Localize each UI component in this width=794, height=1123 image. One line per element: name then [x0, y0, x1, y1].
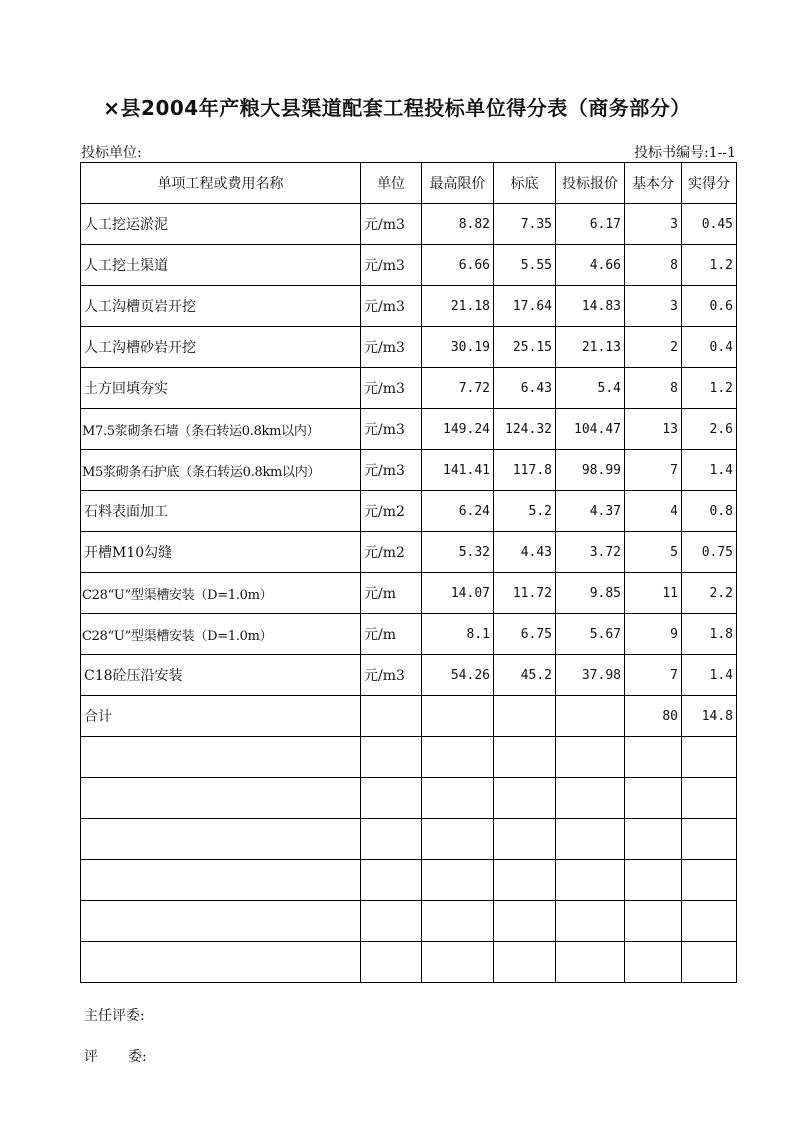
bid-price-cell: 4.66: [556, 245, 625, 286]
blank-row: [81, 778, 737, 819]
unit-cell: 元/m: [361, 614, 422, 655]
empty-cell: [361, 942, 422, 983]
empty-cell: [556, 737, 625, 778]
empty-cell: [682, 901, 737, 942]
empty-cell: [556, 901, 625, 942]
unit-cell: 元/m3: [361, 450, 422, 491]
empty-cell: [422, 942, 494, 983]
bid-price-cell: 5.67: [556, 614, 625, 655]
basic-score-cell: 11: [625, 573, 682, 614]
table-row: [81, 286, 737, 327]
empty-cell: [682, 778, 737, 819]
table-row: [81, 655, 737, 696]
bid-price-cell: 104.47: [556, 409, 625, 450]
unit-cell: 元/m: [361, 573, 422, 614]
basic-score-cell: 7: [625, 655, 682, 696]
actual-score-cell: 2.2: [682, 573, 737, 614]
basic-score-cell: 3: [625, 286, 682, 327]
chief-judge-label: 主任评委:: [84, 1008, 145, 1024]
unit-cell: 元/m3: [361, 327, 422, 368]
bid-price-cell: 4.37: [556, 491, 625, 532]
max-price-cell: 6.24: [422, 491, 494, 532]
empty-cell: [422, 696, 494, 737]
unit-cell: 元/m2: [361, 532, 422, 573]
empty-cell: [556, 860, 625, 901]
empty-cell: [422, 737, 494, 778]
empty-cell: [81, 737, 361, 778]
item-name-cell: 人工沟槽页岩开挖: [81, 286, 361, 327]
empty-cell: [494, 942, 556, 983]
item-name-cell: 开槽M10勾缝: [81, 532, 361, 573]
max-price-cell: 8.82: [422, 204, 494, 245]
total-basic-score-cell: 80: [625, 696, 682, 737]
empty-cell: [625, 860, 682, 901]
item-name-cell: 人工挖运淤泥: [81, 204, 361, 245]
unit-cell: 元/m2: [361, 491, 422, 532]
empty-cell: [361, 778, 422, 819]
max-price-cell: 8.1: [422, 614, 494, 655]
max-price-cell: 21.18: [422, 286, 494, 327]
table-header-row: [81, 163, 737, 204]
basic-score-cell: 3: [625, 204, 682, 245]
empty-cell: [81, 860, 361, 901]
table-row: [81, 532, 737, 573]
header-item-name: 单项工程或费用名称: [81, 163, 361, 204]
bid-price-cell: 6.17: [556, 204, 625, 245]
empty-cell: [361, 819, 422, 860]
bid-price-cell: 3.72: [556, 532, 625, 573]
unit-cell: 元/m3: [361, 368, 422, 409]
bid-price-cell: 37.98: [556, 655, 625, 696]
item-name-cell: C18砼压沿安装: [81, 655, 361, 696]
blank-row: [81, 737, 737, 778]
base-price-cell: 6.75: [494, 614, 556, 655]
total-actual-score-cell: 14.8: [682, 696, 737, 737]
actual-score-cell: 1.4: [682, 450, 737, 491]
empty-cell: [494, 860, 556, 901]
basic-score-cell: 7: [625, 450, 682, 491]
empty-cell: [625, 901, 682, 942]
total-row: [81, 696, 737, 737]
base-price-cell: 25.15: [494, 327, 556, 368]
basic-score-cell: 8: [625, 245, 682, 286]
empty-cell: [625, 737, 682, 778]
max-price-cell: 149.24: [422, 409, 494, 450]
judge-label-first: 评: [84, 1049, 98, 1065]
unit-cell: 元/m3: [361, 286, 422, 327]
basic-score-cell: 13: [625, 409, 682, 450]
empty-cell: [625, 778, 682, 819]
header-basic-score: 基本分: [625, 163, 682, 204]
total-label-cell: 合计: [81, 696, 361, 737]
actual-score-cell: 1.8: [682, 614, 737, 655]
empty-cell: [422, 860, 494, 901]
unit-cell: 元/m3: [361, 655, 422, 696]
actual-score-cell: 0.75: [682, 532, 737, 573]
empty-cell: [682, 737, 737, 778]
base-price-cell: 117.8: [494, 450, 556, 491]
empty-cell: [556, 778, 625, 819]
empty-cell: [361, 860, 422, 901]
judge-label-second: 委:: [128, 1049, 147, 1065]
table-row: [81, 491, 737, 532]
base-price-cell: 17.64: [494, 286, 556, 327]
basic-score-cell: 5: [625, 532, 682, 573]
blank-row: [81, 901, 737, 942]
header-bid-price: 投标报价: [556, 163, 625, 204]
empty-cell: [422, 901, 494, 942]
table-row: [81, 573, 737, 614]
header-actual-score: 实得分: [682, 163, 737, 204]
basic-score-cell: 2: [625, 327, 682, 368]
doc-number-label: 投标书编号:1--1: [634, 145, 736, 161]
blank-row: [81, 860, 737, 901]
empty-cell: [494, 901, 556, 942]
base-price-cell: 7.35: [494, 204, 556, 245]
unit-cell: 元/m3: [361, 245, 422, 286]
empty-cell: [556, 819, 625, 860]
blank-row: [81, 942, 737, 983]
header-base-price: 标底: [494, 163, 556, 204]
table-row: [81, 204, 737, 245]
empty-cell: [682, 860, 737, 901]
bidder-label: 投标单位:: [81, 145, 142, 161]
basic-score-cell: 8: [625, 368, 682, 409]
item-name-cell: 石料表面加工: [81, 491, 361, 532]
base-price-cell: 45.2: [494, 655, 556, 696]
blank-row: [81, 819, 737, 860]
item-name-cell: 土方回填夯实: [81, 368, 361, 409]
base-price-cell: 11.72: [494, 573, 556, 614]
actual-score-cell: 1.2: [682, 245, 737, 286]
basic-score-cell: 4: [625, 491, 682, 532]
actual-score-cell: 0.8: [682, 491, 737, 532]
max-price-cell: 7.72: [422, 368, 494, 409]
base-price-cell: 5.2: [494, 491, 556, 532]
empty-cell: [625, 942, 682, 983]
table-row: [81, 450, 737, 491]
empty-cell: [556, 942, 625, 983]
empty-cell: [494, 778, 556, 819]
base-price-cell: 5.55: [494, 245, 556, 286]
table-row: [81, 614, 737, 655]
empty-cell: [361, 901, 422, 942]
empty-cell: [494, 819, 556, 860]
empty-cell: [422, 778, 494, 819]
header-unit: 单位: [361, 163, 422, 204]
table-row: [81, 327, 737, 368]
empty-cell: [361, 696, 422, 737]
basic-score-cell: 9: [625, 614, 682, 655]
empty-cell: [494, 696, 556, 737]
empty-cell: [625, 819, 682, 860]
empty-cell: [81, 942, 361, 983]
base-price-cell: 6.43: [494, 368, 556, 409]
max-price-cell: 14.07: [422, 573, 494, 614]
bid-price-cell: 14.83: [556, 286, 625, 327]
item-name-cell: M7.5浆砌条石墙（条石转运0.8km以内）: [81, 409, 361, 450]
bid-price-cell: 21.13: [556, 327, 625, 368]
empty-cell: [682, 942, 737, 983]
empty-cell: [494, 737, 556, 778]
item-name-cell: 人工沟槽砂岩开挖: [81, 327, 361, 368]
max-price-cell: 141.41: [422, 450, 494, 491]
item-name-cell: M5浆砌条石护底（条石转运0.8km以内）: [81, 450, 361, 491]
score-table: [80, 162, 737, 983]
max-price-cell: 6.66: [422, 245, 494, 286]
actual-score-cell: 2.6: [682, 409, 737, 450]
base-price-cell: 124.32: [494, 409, 556, 450]
bid-price-cell: 9.85: [556, 573, 625, 614]
bid-price-cell: 5.4: [556, 368, 625, 409]
empty-cell: [556, 696, 625, 737]
bid-price-cell: 98.99: [556, 450, 625, 491]
empty-cell: [682, 819, 737, 860]
item-name-cell: C28“U”型渠槽安装（D=1.0m）: [81, 614, 361, 655]
actual-score-cell: 1.4: [682, 655, 737, 696]
table-row: [81, 245, 737, 286]
empty-cell: [422, 819, 494, 860]
unit-cell: 元/m3: [361, 204, 422, 245]
actual-score-cell: 1.2: [682, 368, 737, 409]
empty-cell: [81, 819, 361, 860]
item-name-cell: C28“U”型渠槽安装（D=1.0m）: [81, 573, 361, 614]
empty-cell: [81, 778, 361, 819]
actual-score-cell: 0.45: [682, 204, 737, 245]
actual-score-cell: 0.4: [682, 327, 737, 368]
max-price-cell: 30.19: [422, 327, 494, 368]
actual-score-cell: 0.6: [682, 286, 737, 327]
max-price-cell: 54.26: [422, 655, 494, 696]
table-row: [81, 409, 737, 450]
table-row: [81, 368, 737, 409]
page-title: ×县2004年产粮大县渠道配套工程投标单位得分表（商务部分）: [103, 96, 691, 120]
max-price-cell: 5.32: [422, 532, 494, 573]
unit-cell: 元/m3: [361, 409, 422, 450]
base-price-cell: 4.43: [494, 532, 556, 573]
header-max-price: 最高限价: [422, 163, 494, 204]
item-name-cell: 人工挖土渠道: [81, 245, 361, 286]
empty-cell: [81, 901, 361, 942]
judge-label: [84, 1046, 147, 1066]
empty-cell: [361, 737, 422, 778]
